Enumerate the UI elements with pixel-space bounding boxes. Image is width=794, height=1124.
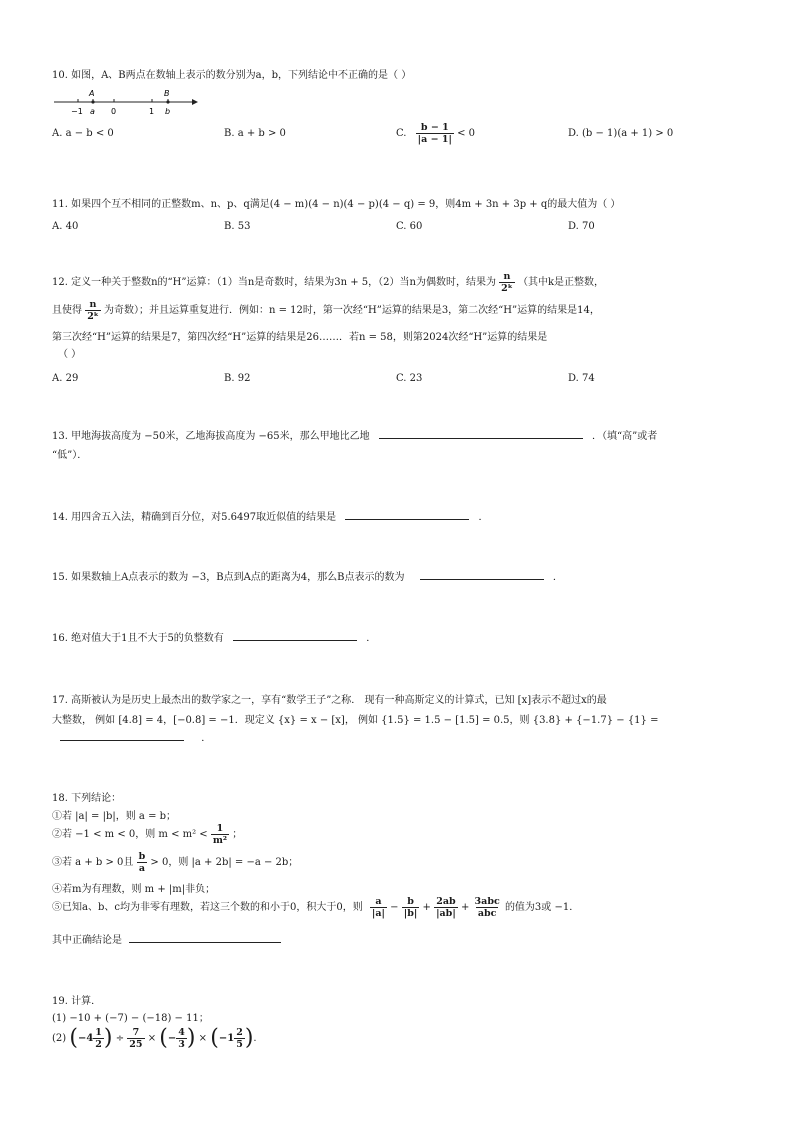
q14-answer-blank[interactable] <box>345 519 469 520</box>
q17-line1: 17. 高斯被认为是历史上最杰出的数学家之一，享有“数学王子”之称． 现有一种高斯定义的计算式，已知 [x]表示不超过x的最 <box>52 695 607 706</box>
q13-line1: 13. 甲地海拔高度为 −50米，乙地海拔高度为 −65米，那么甲地比乙地 ．（填“高”或者 <box>52 431 658 442</box>
q11-option-b[interactable]: B. 53 <box>224 221 251 232</box>
point-b-label: B <box>164 89 170 98</box>
q10-option-a[interactable]: A. a − b < 0 <box>52 128 114 139</box>
q18-answer-blank[interactable] <box>129 942 281 943</box>
q17-line3: ． <box>60 729 211 744</box>
q10-number-line <box>52 84 202 118</box>
q14-line: 14. 用四舍五入法，精确到百分位，对5.6497取近似值的结果是 ． <box>52 512 489 523</box>
q12-option-b[interactable]: B. 92 <box>224 373 251 384</box>
q18-statement-2: ②若 −1 < m < 0，则 m < m² < $\frac{1}{\text{m²}}$ ； <box>52 823 243 846</box>
q12-line1: 12. 定义一种关于整数n的“H”运算：（1）当n是奇数时，结果为3n + 5，（2）当n为偶数时，结果为 $\frac{n}{\text{2ᵏ}}$ （其中k是正整数， <box>52 271 605 294</box>
q19-part-2: (2) (−4 $\frac{1}{2}$ ) ÷ $\frac{7}{25}$ × (− $\frac{4}{3}$ ) × (−1 $\frac{2}{5}$ ). <box>52 1025 257 1051</box>
q12-line2: 且使得 $\frac{n}{\text{2ᵏ}}$ 为奇数）；并且运算重复进行．例如：n = 12时，第一次经“H”运算的结果是3，第二次经“H”运算的结果是14， <box>52 299 600 322</box>
q18-statement-5: ⑤已知a、b、c均为非零有理数，若这三个数的和小于0，积大于0，则 $\frac{a}{|a|}$ − $\frac{b}{|b|}$ + $\frac{2ab}{|ab|}$ + $\frac{\text{3abc}}{\text{abc}}$ 的值为3或 −1． <box>52 896 580 919</box>
q13-line2: “低”）． <box>52 450 88 461</box>
q11-option-c[interactable]: C. 60 <box>396 221 423 232</box>
q19-title: 19. 计算． <box>52 996 102 1007</box>
q13-answer-blank[interactable] <box>379 438 583 439</box>
tick-0: 0 <box>111 107 117 116</box>
tick-1: 1 <box>149 107 155 116</box>
q12-option-a[interactable]: A. 29 <box>52 373 79 384</box>
q16-answer-blank[interactable] <box>233 640 357 641</box>
q12-line3: 第三次经“H”运算的结果是7，第四次经“H”运算的结果是26……．若n = 58，则第2024次经“H”运算的结果是 <box>52 332 548 343</box>
q10-option-b[interactable]: B. a + b > 0 <box>224 128 286 139</box>
q18-statement-3: ③若 a + b > 0且 $\frac{b}{a}$ > 0，则 |a + 2b| = −a − 2b； <box>52 851 299 874</box>
q10-stem: 10. 如图，A、B两点在数轴上表示的数分别为a，b，下列结论中不正确的是（ ） <box>52 70 412 81</box>
q17-answer-blank[interactable] <box>60 740 184 741</box>
point-a-label: A <box>89 89 95 98</box>
q15-answer-blank[interactable] <box>420 579 544 580</box>
q11-option-d[interactable]: D. 70 <box>568 221 595 232</box>
q12-line4: （ ） <box>58 349 82 360</box>
tick-a: a <box>90 107 95 116</box>
q10-option-d[interactable]: D. (b − 1)(a + 1) > 0 <box>568 128 674 139</box>
q18-statement-1: ①若 |a| = |b|，则 a = b； <box>52 811 177 822</box>
q17-line2: 大整数， 例如 [4.8] = 4，[−0.8] = −1．现定义 {x} = x − [x]， 例如 {1.5} = 1.5 − [1.5] = 0.5，则 {3.8} + {−1.7} − {1} = <box>52 715 659 726</box>
q18-title: 18. 下列结论： <box>52 793 122 804</box>
q19-part-1: (1) −10 + (−7) − (−18) − 11； <box>52 1013 209 1024</box>
q15-line: 15. 如果数轴上A点表示的数为 −3，B点到A点的距离为4，那么B点表示的数为 ． <box>52 572 563 583</box>
q18-answer-line: 其中正确结论是 <box>52 931 281 946</box>
q16-line: 16. 绝对值大于1且不大于5的负整数有 ． <box>52 633 377 644</box>
q18-statement-4: ④若m为有理数，则 m + |m|非负； <box>52 884 216 895</box>
tick-neg1: −1 <box>71 107 83 116</box>
q12-option-c[interactable]: C. 23 <box>396 373 423 384</box>
q11-stem: 11. 如果四个互不相同的正整数m、n、p、q满足(4 − m)(4 − n)(4 − p)(4 − q) = 9，则4m + 3n + 3p + q的最大值为（ ） <box>52 199 621 210</box>
tick-b: b <box>165 107 171 116</box>
q11-option-a[interactable]: A. 40 <box>52 221 79 232</box>
q10-option-c[interactable]: C. $\frac{b - 1}{|a - 1|}$ < 0 <box>396 122 476 145</box>
q12-option-d[interactable]: D. 74 <box>568 373 595 384</box>
